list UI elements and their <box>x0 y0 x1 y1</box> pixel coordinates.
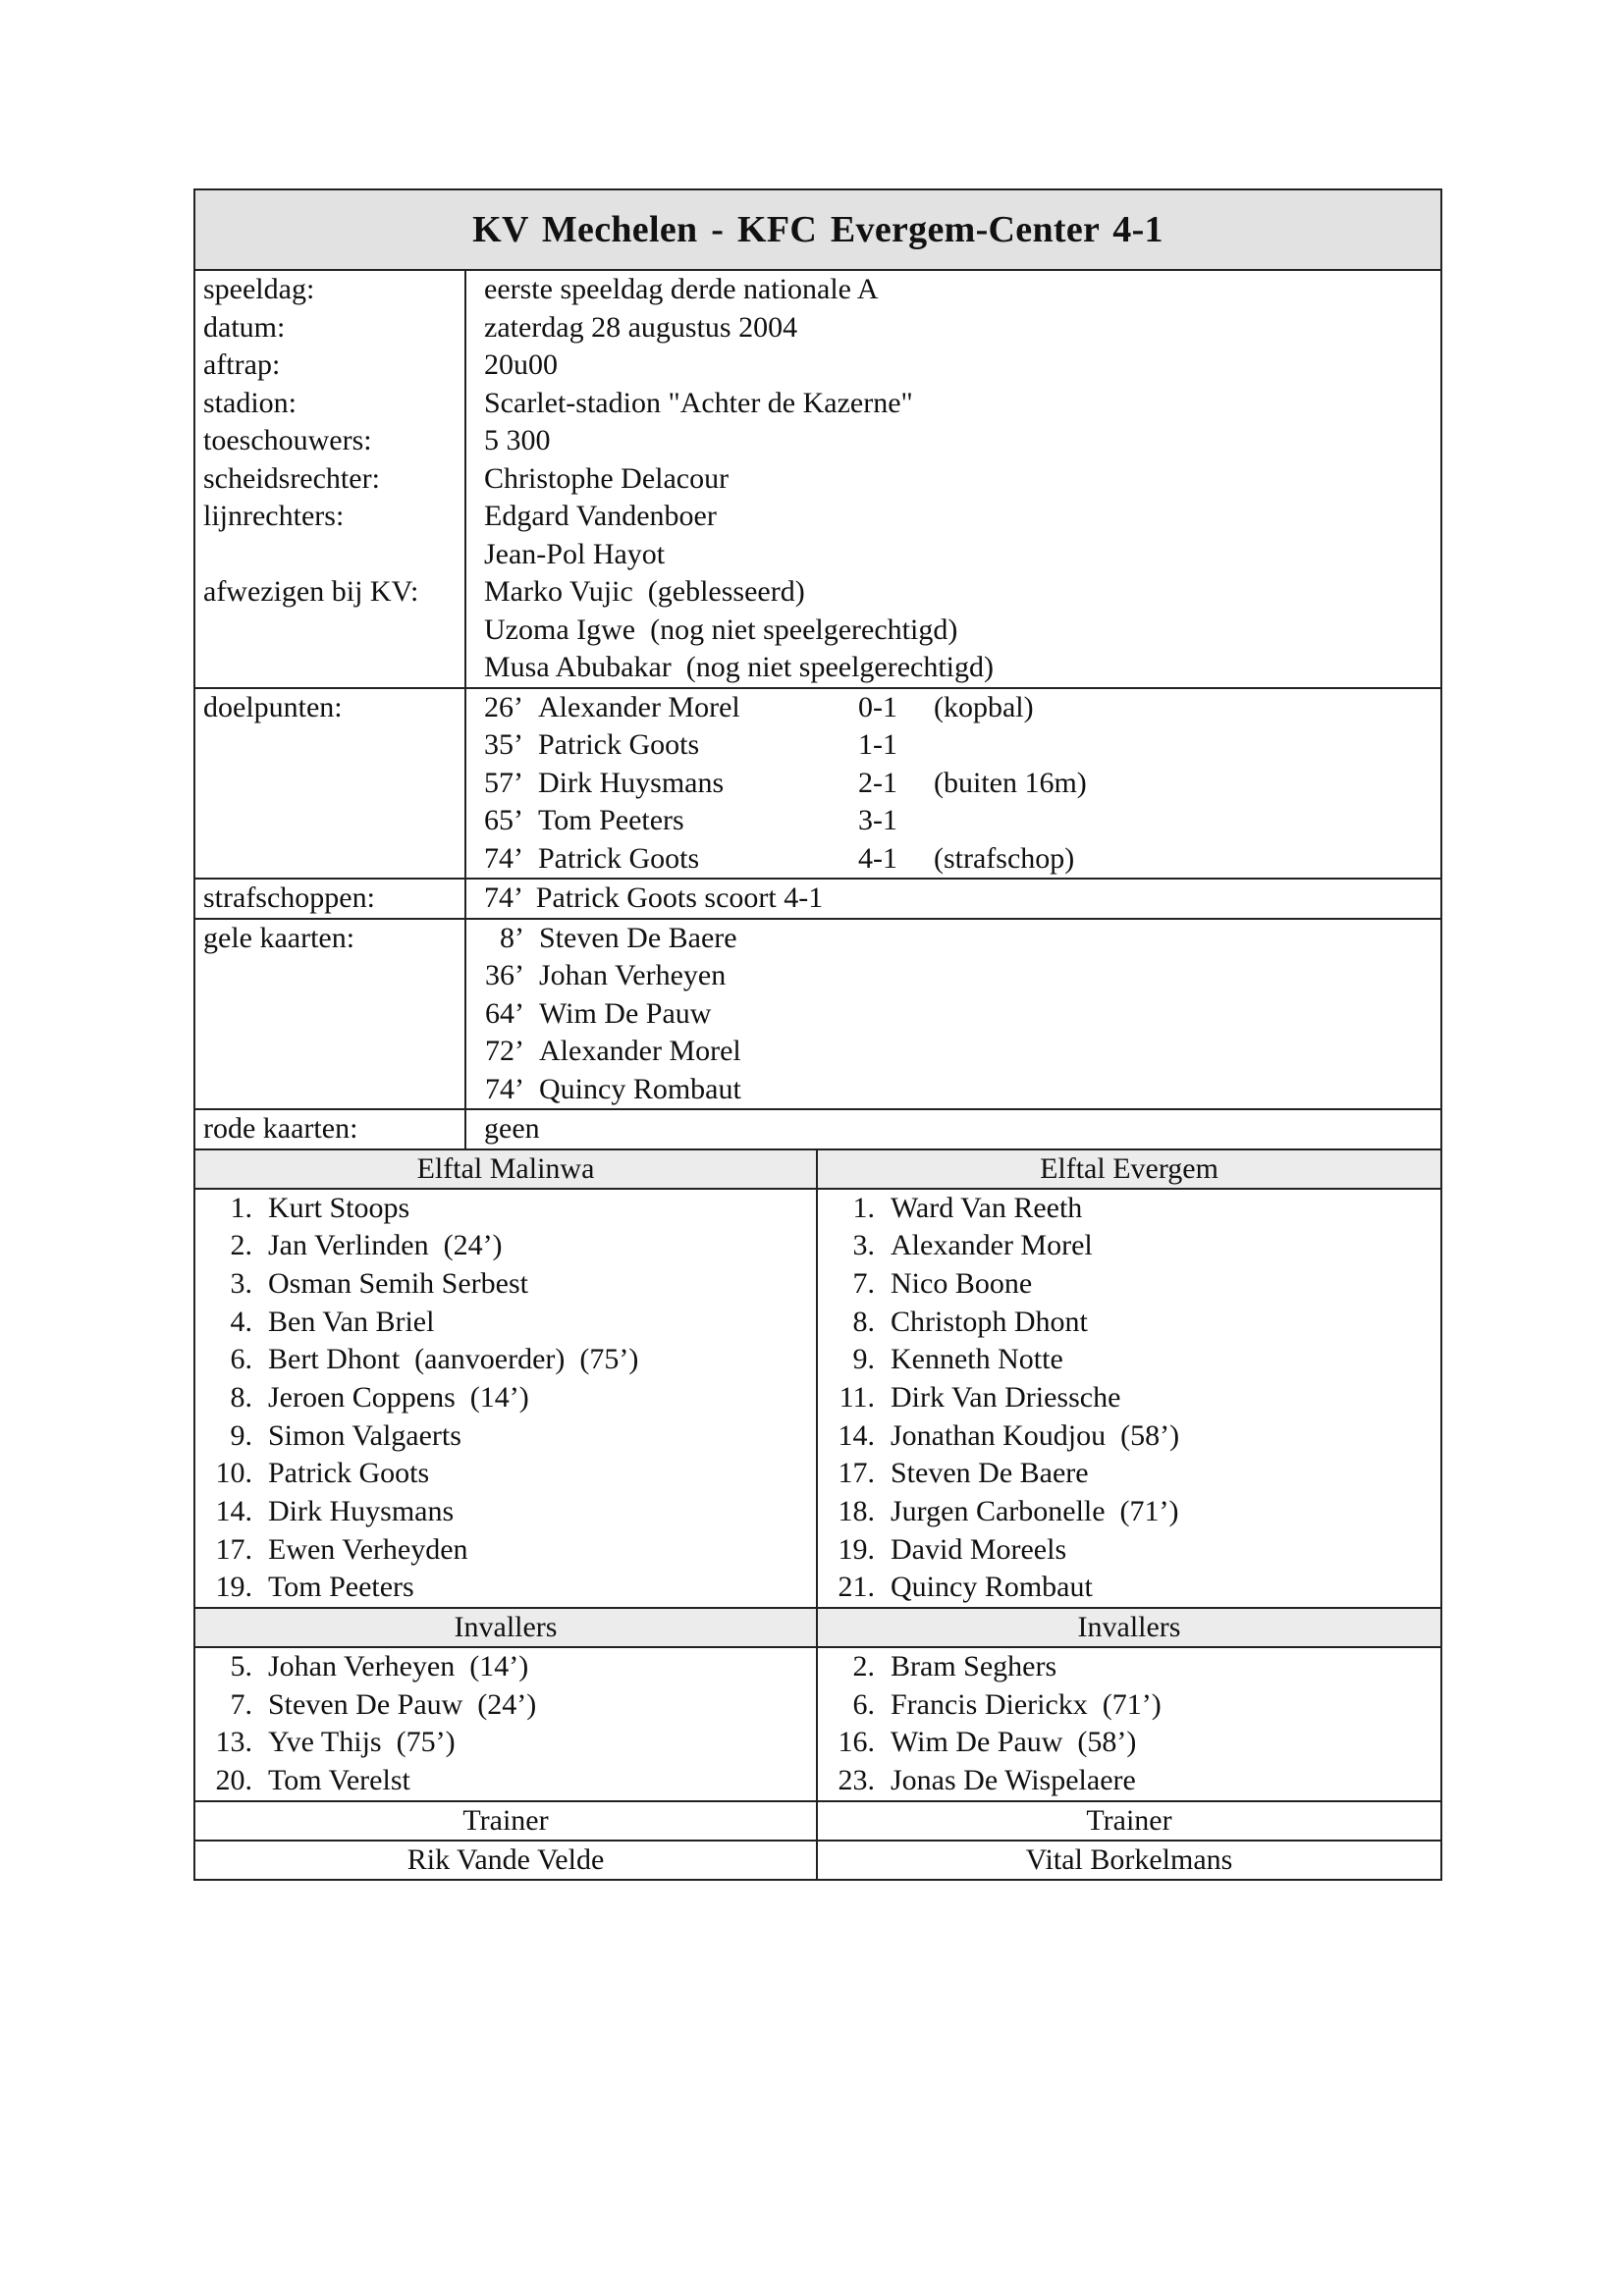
trainers <box>195 1842 1440 1879</box>
shirt-number: 6. <box>230 1343 252 1376</box>
info-value: zaterdag 28 augustus 2004 <box>484 310 798 344</box>
player-row <box>195 1493 816 1531</box>
trainer-headers <box>195 1802 1440 1842</box>
shirt-number: 4. <box>230 1305 252 1338</box>
player-name: Osman Semih Serbest <box>268 1266 528 1300</box>
player-name: Kurt Stoops <box>268 1191 410 1224</box>
shirt-number: 17. <box>838 1457 875 1490</box>
info-label: toeschouwers: <box>203 424 372 456</box>
player-row <box>195 1455 816 1493</box>
card-minute: 8’ <box>500 921 524 954</box>
away-subs <box>818 1648 1440 1800</box>
shirt-number: 5. <box>230 1650 252 1683</box>
player-name: Patrick Goots <box>268 1457 430 1490</box>
shirt-number: 13. <box>215 1726 252 1759</box>
player-name: Tom Peeters <box>268 1571 414 1604</box>
card-minute: 64’ <box>485 996 524 1030</box>
info-label: datum: <box>203 310 286 344</box>
shirt-number: 3. <box>852 1229 875 1262</box>
penalties-value: 74’ Patrick Goots scoort 4-1 <box>484 881 824 914</box>
player-row <box>818 1265 1440 1304</box>
sub-row <box>818 1686 1440 1725</box>
sub-row <box>195 1724 816 1762</box>
goal-scorer: Patrick Goots <box>538 728 700 761</box>
shirt-number: 17. <box>215 1532 252 1566</box>
player-row <box>195 1265 816 1304</box>
match-report-table <box>193 188 1442 1881</box>
info-label: lijnrechters: <box>203 500 345 532</box>
info-value: 5 300 <box>484 424 551 456</box>
card-player: Alexander Morel <box>539 1035 741 1067</box>
shirt-number: 23. <box>838 1764 875 1797</box>
card-minute: 72’ <box>485 1035 524 1067</box>
info-value: 20u00 <box>484 348 558 381</box>
goal-minute: 74’ <box>484 841 523 875</box>
info-value: eerste speeldag derde nationale A <box>484 273 879 305</box>
match-info-section <box>195 271 1440 689</box>
shirt-number: 7. <box>852 1266 875 1300</box>
player-name: Jonathan Koudjou (58’) <box>891 1418 1180 1452</box>
yellow-cards-section <box>195 920 1440 1111</box>
away-trainer-name: Vital Borkelmans <box>1025 1842 1233 1876</box>
player-row <box>195 1304 816 1342</box>
info-value: Christophe Delacour <box>484 461 730 495</box>
shirt-number: 7. <box>230 1687 252 1721</box>
player-name: Dirk Huysmans <box>268 1495 455 1527</box>
shirt-number: 21. <box>838 1571 875 1604</box>
shirt-number: 10. <box>215 1457 252 1490</box>
shirt-number: 19. <box>838 1532 875 1566</box>
goal-note: (strafschop) <box>934 841 1075 875</box>
info-label: speeldag: <box>203 273 315 305</box>
info-value: Marko Vujic (geblesseerd) <box>484 575 805 608</box>
goal-score: 0-1 <box>858 690 897 723</box>
red-cards-value: geen <box>484 1112 540 1145</box>
player-row <box>818 1227 1440 1265</box>
away-lineup-header: Elftal Evergem <box>818 1150 1440 1188</box>
lineups <box>195 1190 1440 1610</box>
info-label: stadion: <box>203 386 297 419</box>
player-name: Alexander Morel <box>891 1229 1093 1262</box>
yellow-card-row <box>484 957 1440 995</box>
goal-score: 4-1 <box>858 841 897 875</box>
player-row <box>818 1190 1440 1228</box>
info-value: Musa Abubakar (nog niet speelgerechtigd) <box>484 651 995 683</box>
shirt-number: 1. <box>230 1191 252 1224</box>
shirt-number: 8. <box>230 1380 252 1414</box>
sub-row <box>818 1648 1440 1686</box>
shirt-number: 9. <box>230 1418 252 1452</box>
player-row <box>195 1417 816 1456</box>
player-row <box>195 1531 816 1570</box>
player-name: Simon Valgaerts <box>268 1418 461 1452</box>
player-row <box>818 1341 1440 1379</box>
shirt-number: 19. <box>215 1571 252 1604</box>
info-label: aftrap: <box>203 348 281 381</box>
player-name: Nico Boone <box>891 1266 1033 1300</box>
info-labels <box>195 271 466 687</box>
away-lineup <box>818 1190 1440 1608</box>
yellow-card-row <box>484 1033 1440 1071</box>
info-label <box>203 612 464 650</box>
shirt-number: 8. <box>852 1305 875 1338</box>
shirt-number: 18. <box>838 1495 875 1527</box>
player-name: Jan Verlinden (24’) <box>268 1229 503 1262</box>
goal-minute: 57’ <box>484 766 523 799</box>
player-name: Steven De Baere <box>891 1457 1089 1490</box>
shirt-number: 16. <box>838 1726 875 1759</box>
shirt-number: 14. <box>838 1418 875 1452</box>
player-row <box>818 1379 1440 1417</box>
player-name: Wim De Pauw (58’) <box>891 1726 1137 1759</box>
player-name: Ewen Verheyden <box>268 1532 468 1566</box>
player-name: Quincy Rombaut <box>891 1571 1093 1604</box>
penalties-section <box>195 880 1440 920</box>
goal-row <box>484 765 1440 803</box>
shirt-number: 9. <box>852 1343 875 1376</box>
goal-row <box>484 840 1440 879</box>
shirt-number: 6. <box>852 1687 875 1721</box>
goal-score: 2-1 <box>858 766 897 799</box>
shirt-number: 14. <box>215 1495 252 1527</box>
goal-scorer: Alexander Morel <box>538 690 740 723</box>
goal-score: 1-1 <box>858 728 897 761</box>
player-row <box>818 1417 1440 1456</box>
home-subs <box>195 1648 818 1800</box>
sub-row <box>195 1686 816 1725</box>
player-name: Dirk Van Driessche <box>891 1380 1121 1414</box>
card-player: Wim De Pauw <box>539 996 712 1030</box>
info-value: Edgard Vandenboer <box>484 500 717 532</box>
player-row <box>818 1455 1440 1493</box>
shirt-number: 2. <box>852 1650 875 1683</box>
shirt-number: 11. <box>839 1380 875 1414</box>
player-name: Kenneth Notte <box>891 1343 1063 1376</box>
player-row <box>195 1227 816 1265</box>
card-player: Steven De Baere <box>539 921 737 954</box>
away-subs-header: Invallers <box>818 1609 1440 1646</box>
home-lineup <box>195 1190 818 1608</box>
card-minute: 36’ <box>485 959 524 991</box>
player-name: Ward Van Reeth <box>891 1191 1083 1224</box>
goal-note: (buiten 16m) <box>934 766 1087 799</box>
player-row <box>818 1493 1440 1531</box>
shirt-number: 2. <box>230 1229 252 1262</box>
goal-scorer: Tom Peeters <box>538 804 684 836</box>
lineup-headers <box>195 1150 1440 1190</box>
info-label <box>203 536 464 574</box>
player-name: Jeroen Coppens (14’) <box>268 1380 529 1414</box>
info-value: Uzoma Igwe (nog niet speelgerechtigd) <box>484 613 958 646</box>
home-subs-header: Invallers <box>195 1609 818 1646</box>
shirt-number: 1. <box>852 1191 875 1224</box>
sub-row <box>818 1724 1440 1762</box>
player-name: Francis Dierickx (71’) <box>891 1687 1162 1721</box>
player-row <box>195 1190 816 1228</box>
penalties-label: strafschoppen: <box>203 881 375 914</box>
shirt-number: 20. <box>215 1764 252 1797</box>
yellow-card-row <box>484 1071 1440 1109</box>
player-row <box>818 1569 1440 1607</box>
info-value: Jean-Pol Hayot <box>484 537 666 570</box>
shirt-number: 3. <box>230 1266 252 1300</box>
player-name: Jonas De Wispelaere <box>891 1764 1136 1797</box>
player-name: Yve Thijs (75’) <box>268 1726 456 1759</box>
card-player: Johan Verheyen <box>539 959 727 991</box>
card-player: Quincy Rombaut <box>539 1072 741 1105</box>
home-trainer-header: Trainer <box>195 1802 818 1840</box>
goal-scorer: Patrick Goots <box>538 841 700 875</box>
goal-row <box>484 689 1440 727</box>
subs-headers <box>195 1609 1440 1648</box>
sub-row <box>195 1762 816 1800</box>
goal-row <box>484 802 1440 840</box>
player-name: Christoph Dhont <box>891 1305 1088 1338</box>
sub-row <box>818 1762 1440 1800</box>
goal-score: 3-1 <box>858 804 897 836</box>
goal-minute: 35’ <box>484 728 523 761</box>
goals-list <box>466 689 1440 879</box>
sub-row <box>195 1648 816 1686</box>
card-minute: 74’ <box>485 1072 524 1105</box>
info-label <box>203 649 464 687</box>
yellow-cards-label: gele kaarten: <box>203 921 355 954</box>
player-row <box>195 1379 816 1417</box>
info-label: scheidsrechter: <box>203 461 380 495</box>
player-row <box>195 1341 816 1379</box>
goal-minute: 65’ <box>484 804 523 836</box>
player-row <box>818 1304 1440 1342</box>
info-values <box>466 271 1440 687</box>
player-name: Bert Dhont (aanvoerder) (75’) <box>268 1343 639 1376</box>
home-lineup-header: Elftal Malinwa <box>195 1150 818 1188</box>
info-label: afwezigen bij KV: <box>203 575 419 608</box>
yellow-card-row <box>484 920 1440 958</box>
goals-section <box>195 689 1440 881</box>
player-name: Johan Verheyen (14’) <box>268 1650 529 1683</box>
player-name: Jurgen Carbonelle (71’) <box>891 1495 1179 1527</box>
red-cards-section <box>195 1110 1440 1150</box>
yellow-cards-list <box>466 920 1440 1109</box>
yellow-card-row <box>484 995 1440 1034</box>
red-cards-label: rode kaarten: <box>203 1112 358 1145</box>
away-trainer-header: Trainer <box>1086 1803 1172 1837</box>
player-name: Ben Van Briel <box>268 1305 435 1338</box>
goal-minute: 26’ <box>484 690 523 723</box>
player-name: Steven De Pauw (24’) <box>268 1687 537 1721</box>
goals-label-text: doelpunten: <box>203 690 343 723</box>
goal-scorer: Dirk Huysmans <box>538 766 725 799</box>
goals-label <box>195 689 466 879</box>
player-row <box>818 1531 1440 1570</box>
match-title: KV Mechelen - KFC Evergem-Center 4-1 <box>195 190 1440 271</box>
goal-note: (kopbal) <box>934 690 1034 723</box>
player-name: Tom Verelst <box>268 1764 410 1797</box>
subs <box>195 1648 1440 1802</box>
info-value: Scarlet-stadion "Achter de Kazerne" <box>484 386 913 419</box>
player-name: Bram Seghers <box>891 1650 1057 1683</box>
home-trainer-name: Rik Vande Velde <box>195 1842 818 1879</box>
player-row <box>195 1569 816 1607</box>
player-name: David Moreels <box>891 1532 1067 1566</box>
goal-row <box>484 726 1440 765</box>
